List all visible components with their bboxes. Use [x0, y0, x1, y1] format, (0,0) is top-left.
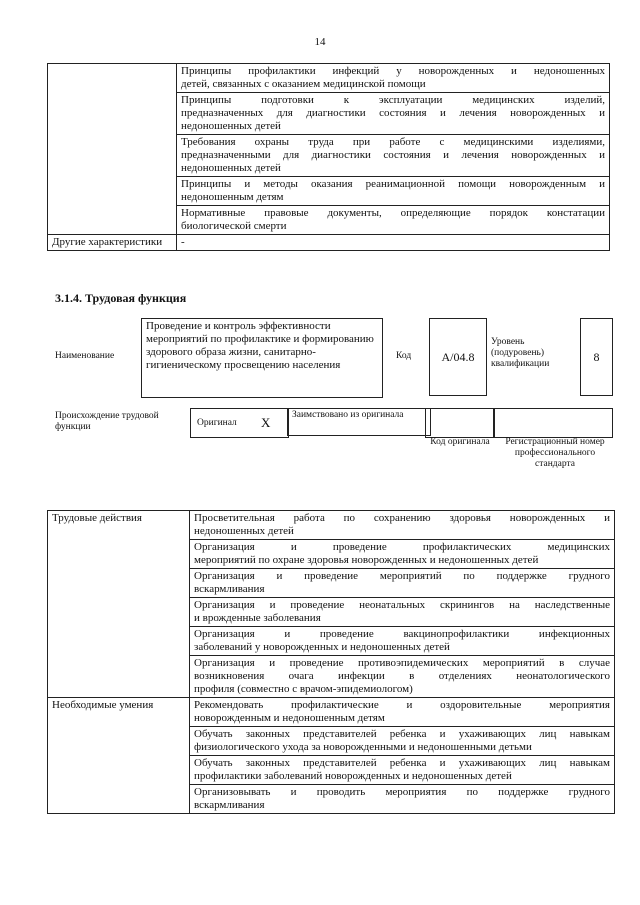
row-label-cell — [48, 64, 177, 235]
skills-item — [190, 727, 615, 756]
origin-label: Происхождение трудовой функции — [55, 411, 159, 432]
original-box — [190, 408, 289, 438]
text-line: Принципы профилактики инфекций у новорожденных и недоношенных — [181, 65, 605, 77]
level-value: 8 — [593, 349, 600, 364]
knowledge-item — [177, 135, 610, 177]
knowledge-item — [177, 93, 610, 135]
code-value-box — [429, 318, 487, 396]
table-row — [48, 64, 610, 93]
text-line: Принципы и методы оказания реанимационной помощи новорожденным и — [181, 178, 605, 190]
text-line: вскармливания — [194, 799, 265, 811]
reg-number-box — [493, 408, 613, 438]
borrowed-box: Заимствовано из оригинала — [287, 408, 431, 436]
text-line: и врожденные заболевания — [194, 612, 321, 624]
page-number: 14 — [314, 36, 326, 48]
knowledge-item — [177, 177, 610, 206]
text-line: Организация и проведение противоэпидемических мероприятий в случае — [194, 657, 610, 669]
text-line: недоношенным детям — [181, 191, 284, 203]
text-line: недоношенных детей — [194, 525, 294, 537]
text-line: возникновения очага инфекции в отделениях неонатологического — [194, 670, 610, 682]
table-row — [48, 511, 615, 540]
text-line: Организация и проведение профилактических медицинских — [194, 541, 610, 553]
text-line: профилактики заболеваний новорожденных и недоношенных детей — [194, 770, 512, 782]
original-label: Оригинал — [197, 418, 237, 428]
skills-label: Необходимые умения — [48, 698, 190, 814]
text-line: Обучать законных представителей ребенка и ухаживающих лиц навыкам — [194, 728, 610, 740]
labor-function-table — [47, 510, 615, 814]
text-line: Обучать законных представителей ребенка и ухаживающих лиц навыкам — [194, 757, 610, 769]
labor-actions-label: Трудовые действия — [48, 511, 190, 698]
other-characteristics-label: Другие характеристики — [48, 235, 177, 251]
code-label: Код — [396, 351, 412, 361]
text-line: вскармливания — [194, 583, 265, 595]
level-value-box — [580, 318, 613, 396]
original-mark: X — [261, 415, 271, 430]
text-line: недоношенных детей — [181, 162, 281, 174]
table-row — [48, 698, 615, 727]
skills-item — [190, 756, 615, 785]
text-line: Организовывать и проводить мероприятия по поддержке грудного — [194, 786, 610, 798]
labor-actions-item — [190, 656, 615, 698]
text-line: Организация и проведение вакцинопрофилактики инфекционных — [194, 628, 610, 640]
code-value: A/04.8 — [441, 349, 475, 364]
table-row — [48, 235, 610, 251]
skills-item — [190, 785, 615, 814]
text-line: Нормативные правовые документы, определяющие порядок констатации — [181, 207, 605, 219]
skills-item — [190, 698, 615, 727]
text-line: мероприятий по охране здоровья новорожденных и недоношенных детей — [194, 554, 539, 566]
reg-number-caption: Регистрационный номер профессионального стандарта — [505, 437, 605, 469]
knowledge-table-continued — [47, 63, 610, 251]
knowledge-item — [177, 64, 610, 93]
text-line: Принципы подготовки к эксплуатации медицинских изделий, — [181, 94, 605, 106]
labor-actions-item — [190, 511, 615, 540]
knowledge-item — [177, 206, 610, 235]
text-line: недоношенных детей — [181, 120, 281, 132]
text-line: Организация и проведение мероприятий по поддержке грудного — [194, 570, 610, 582]
other-characteristics-value: - — [177, 235, 610, 251]
text-line: предназначенными для диагностики состояния и лечения новорожденных и — [181, 149, 605, 161]
text-line: Просветительная работа по сохранению здоровья новорожденных и — [194, 512, 610, 524]
function-name-box: Проведение и контроль эффективности мероприятий по профилактике и формированию здорового образа жизни, санитарно-гигиеническому просвещению населения — [141, 318, 383, 398]
labor-actions-item — [190, 598, 615, 627]
text-line: профиля (совместно с врачом-эпидемиологом) — [194, 683, 413, 695]
text-line: заболеваний у новорожденных и недоношенных детей — [194, 641, 450, 653]
name-label: Наименование — [55, 351, 115, 361]
text-line: биологической смерти — [181, 220, 287, 232]
text-line: Рекомендовать профилактические и оздоровительные мероприятия — [194, 699, 610, 711]
section-title: 3.1.4. Трудовая функция — [55, 291, 187, 305]
labor-actions-item — [190, 540, 615, 569]
text-line: новорожденным и недоношенным детям — [194, 712, 385, 724]
text-line: Организация и проведение неонатальных скринингов на наследственные — [194, 599, 610, 611]
text-line: предназначенных для диагностики состояния и лечения новорожденных и — [181, 107, 605, 119]
text-line: физиологического ухода за новорожденными и недоношенными детьми — [194, 741, 532, 753]
original-code-caption: Код оригинала — [430, 437, 490, 447]
text-line: детей, связанных с оказанием медицинской помощи — [181, 78, 426, 90]
labor-actions-item — [190, 569, 615, 598]
level-label: Уровень (подуровень) квалификации — [491, 337, 550, 369]
text-line: Требования охраны труда при работе с медицинскими изделиями, — [181, 136, 605, 148]
labor-actions-item — [190, 627, 615, 656]
original-code-box — [425, 408, 495, 438]
